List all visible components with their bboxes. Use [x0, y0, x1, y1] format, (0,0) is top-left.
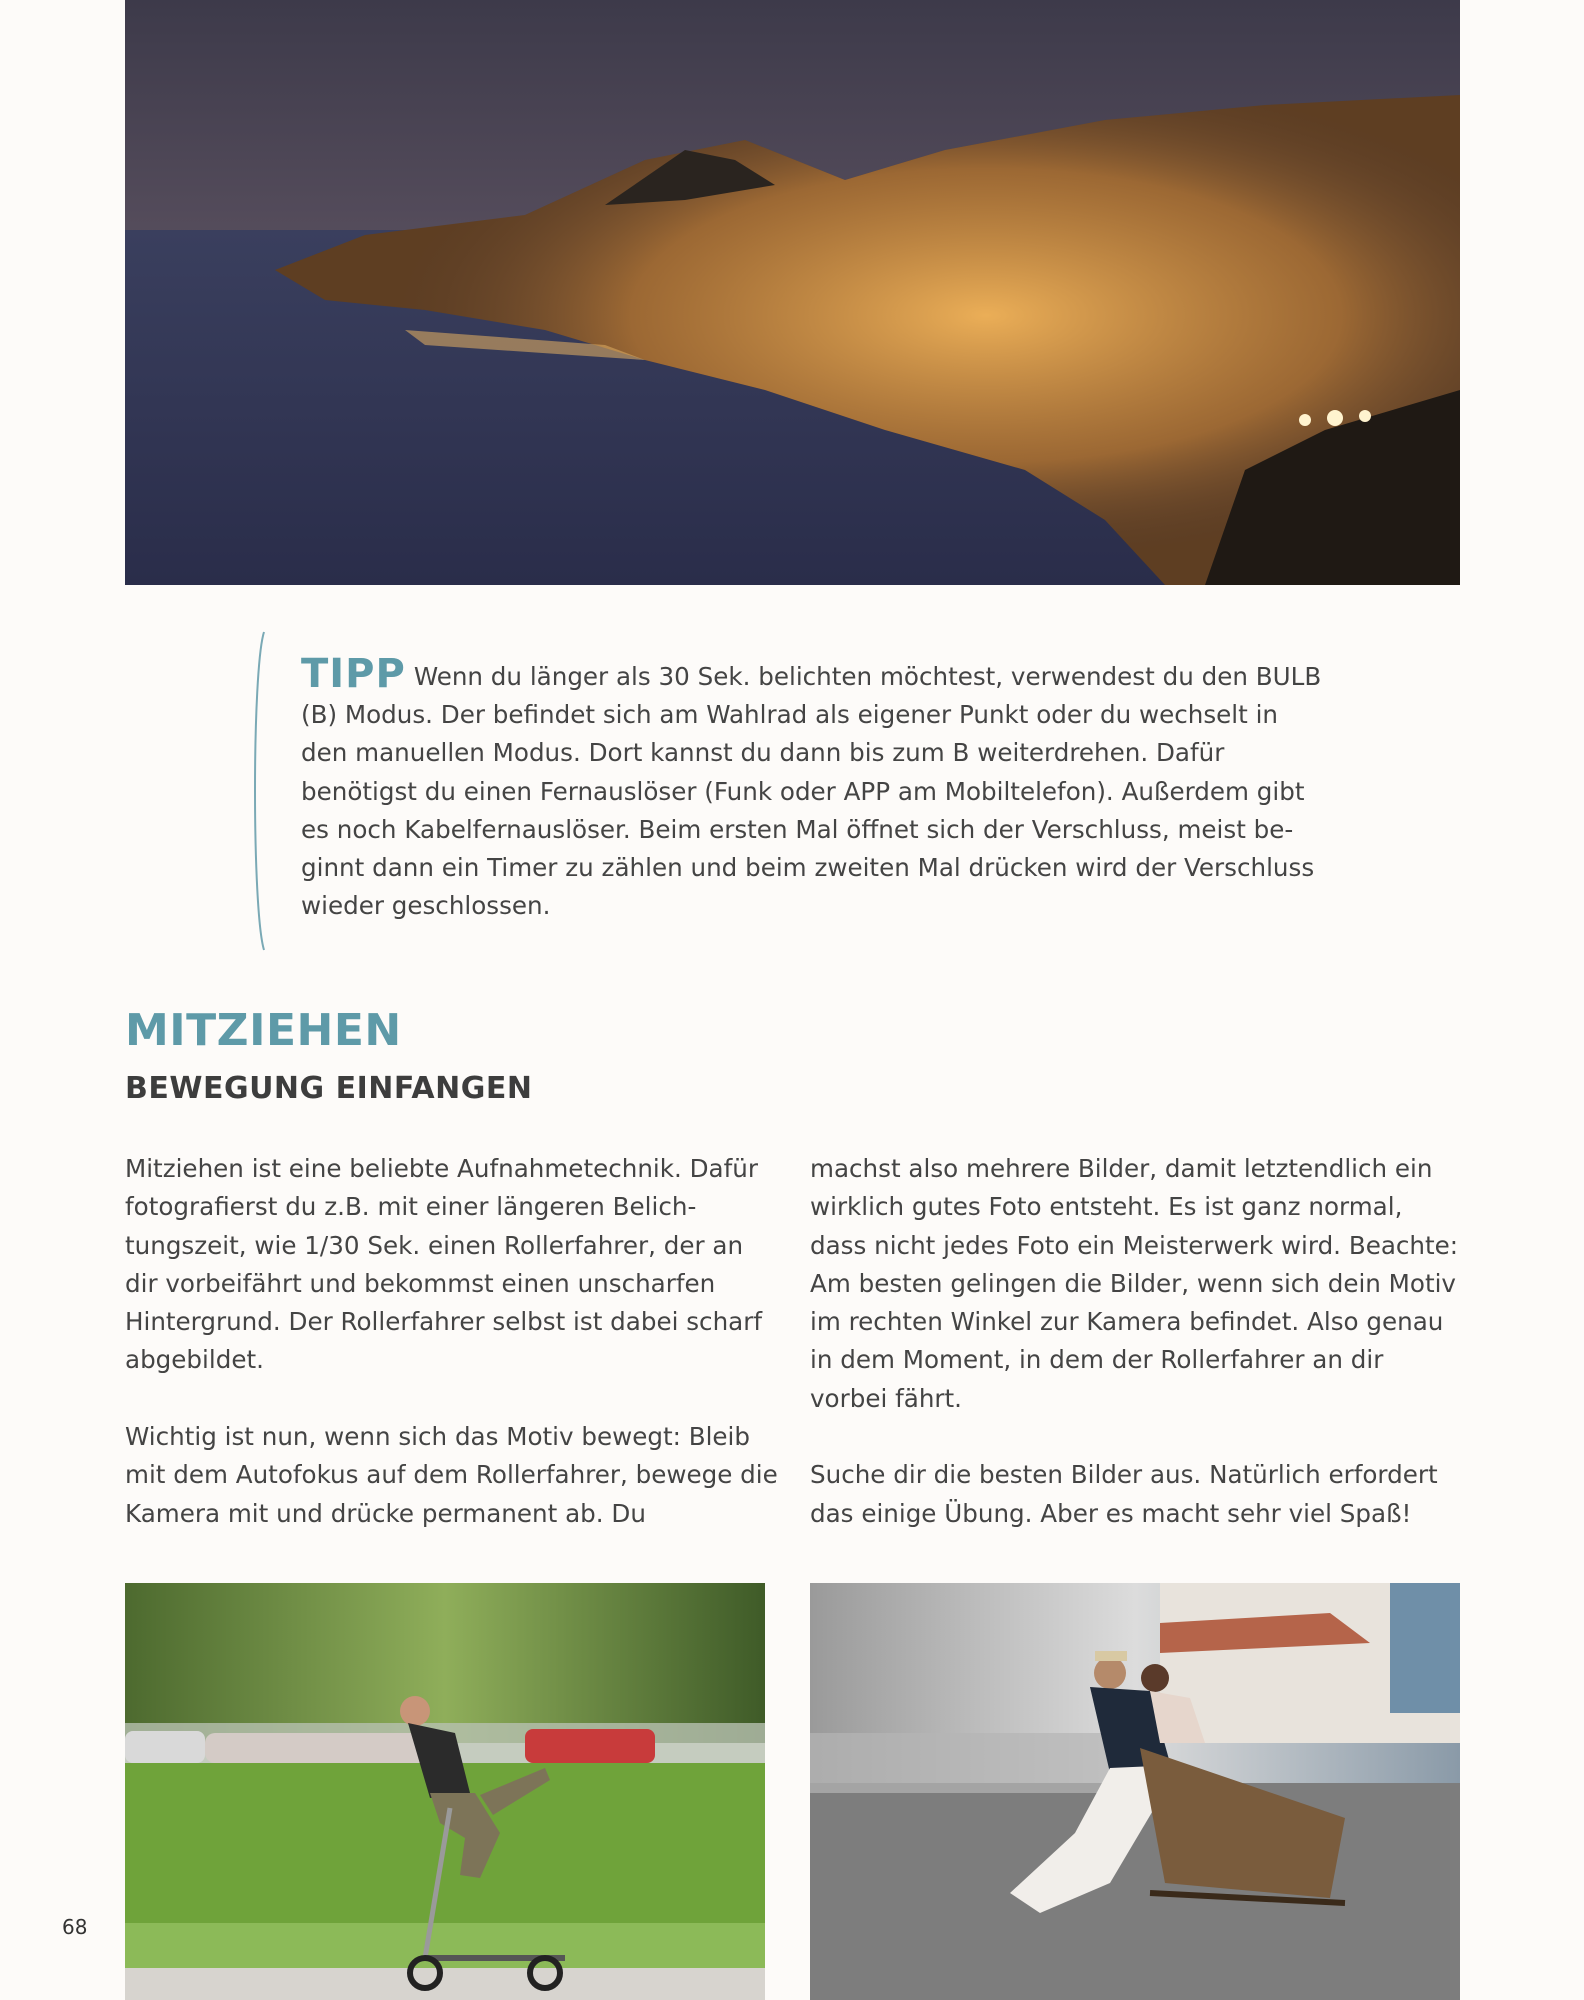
page-number: 68 — [62, 1915, 88, 1939]
body-paragraph: Suche dir die besten Bilder aus. Natürlich erfordert das einige Übung. Aber es macht sehr viel Spaß! — [810, 1460, 1438, 1528]
body-paragraph: Wichtig ist nun, wenn sich das Motiv bewegt: Bleib mit dem Autofokus auf dem Rollerfahrer, bewege die Kamera mit und drücke permanent ab. Du — [125, 1422, 778, 1528]
section-title: MITZIEHEN — [125, 1005, 402, 1056]
body-column-right — [810, 1150, 1465, 1571]
tipp-bracket-line — [250, 630, 270, 952]
body-column-left — [125, 1150, 780, 1571]
tipp-text: Wenn du länger als 30 Sek. belichten möchtest, verwendest du den BULB (B) Modus. Der befindet sich am Wahlrad als eigener Punkt oder du wechselt in den manuellen Modus. Dort kannst du dann bis zum B weiterdrehen. Dafür benötigst du einen Fernauslöser (Funk oder APP am Mobiltelefon). Außerdem gibt es noch Kabelfernauslöser. Beim ersten Mal öffnet sich der Verschluss, meist beginnt dann ein Timer zu zählen und beim zweiten Mal drücken wird der Verschluss wieder geschlossen. — [301, 662, 1322, 921]
body-paragraph: machst also mehrere Bilder, damit letztendlich ein wirklich gutes Foto entsteht. Es ist ganz normal, dass nicht jedes Foto ein Meisterwerk wird. Beachte: Am besten gelingen die Bilder, wenn sich dein Motiv im rechten Winkel zur Kamera befindet. Also genau in dem Moment, in dem der Rollerfahrer an dir vorbei fährt. — [810, 1154, 1459, 1413]
wicker-sled-photo — [810, 1583, 1460, 2000]
tipp-label: TIPP — [301, 651, 406, 697]
section-subtitle: BEWEGUNG EINFANGEN — [125, 1071, 533, 1106]
tipp-box — [301, 651, 1331, 925]
night-city-photo — [125, 0, 1460, 585]
body-paragraph: Mitziehen ist eine beliebte Aufnahmetechnik. Dafür fotografierst du z.B. mit einer längeren Belichtungszeit, wie 1/30 Sek. einen Rollerfahrer, der an dir vorbeifährt und bekommst einen unscharfen Hintergrund. Der Rollerfahrer selbst ist dabei scharf abgebildet. — [125, 1154, 762, 1375]
scooter-rider-photo — [125, 1583, 765, 2000]
